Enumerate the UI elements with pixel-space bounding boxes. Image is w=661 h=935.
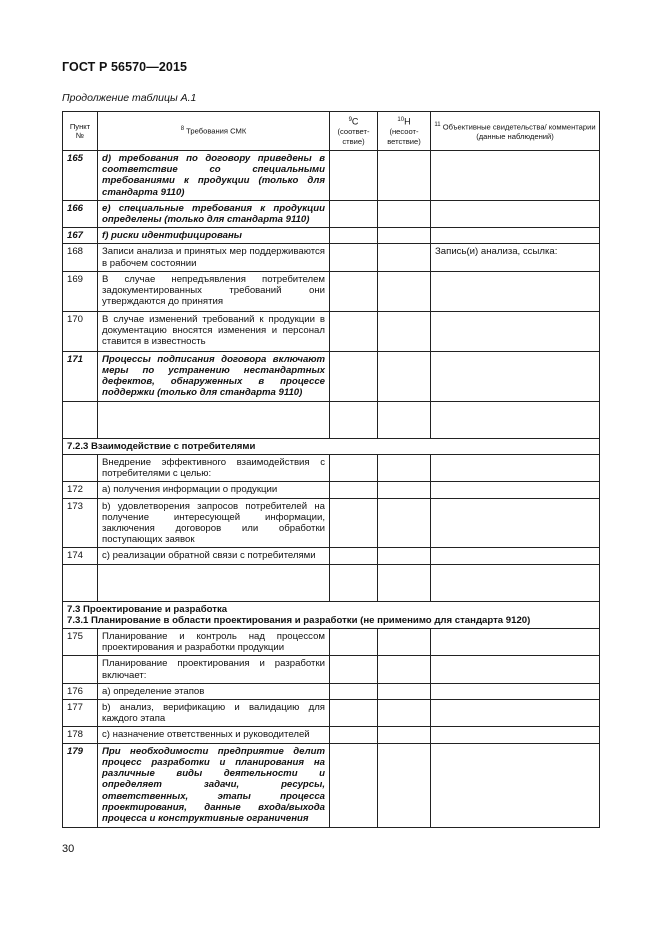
evidence-cell [431,629,600,656]
table-header-row [63,112,600,151]
item-number-cell: 175 [63,629,98,656]
requirement-cell: Записи анализа и принятых мер поддерживаются в рабочем состоянии [98,244,330,271]
evidence-cell [431,683,600,699]
noncompliance-cell [378,351,431,401]
evidence-cell [431,351,600,401]
noncompliance-cell [378,700,431,727]
noncompliance-cell [378,151,431,201]
column-index: 9 [348,116,352,123]
noncompliance-cell [378,244,431,271]
section-header-row [63,601,600,628]
noncompliance-cell [378,727,431,743]
noncompliance-cell [378,271,431,311]
noncompliance-cell [378,311,431,351]
evidence-cell [431,151,600,201]
item-number-cell: 178 [63,727,98,743]
column-header-item-label: Пункт № [69,121,91,140]
column-header-requirements [98,112,330,151]
evidence-cell [431,656,600,683]
noncompliance-cell [378,564,431,601]
item-number-cell: 177 [63,700,98,727]
evidence-cell [431,482,600,498]
table-row [63,351,600,401]
section-title [63,438,600,454]
table-row [63,271,600,311]
section-title-text: 7.3 Проектирование и разработка [67,603,228,615]
item-number-cell: 173 [63,498,98,548]
requirement-cell: с) назначение ответственных и руководителей [98,727,330,743]
item-number-cell: 171 [63,351,98,401]
table-row [63,311,600,351]
noncompliance-cell [378,455,431,482]
column-header-label: Требования СМК [186,127,247,137]
column-header-label: (несоот-ветствие) [387,127,421,146]
evidence-cell [431,311,600,351]
compliance-cell [330,151,378,201]
compliance-cell [330,401,378,438]
table-row [63,656,600,683]
item-number-cell: 179 [63,743,98,827]
requirement-cell [98,401,330,438]
compliance-cell [330,564,378,601]
noncompliance-cell [378,548,431,564]
table-row [63,498,600,548]
noncompliance-cell [378,228,431,244]
item-number-cell: 165 [63,151,98,201]
table-row [63,151,600,201]
evidence-cell [431,498,600,548]
compliance-cell [330,271,378,311]
requirement-cell: d) требования по договору приведены в соответствие со специальными требованиями к продукции (только для стандарта 9110) [98,151,330,201]
noncompliance-cell [378,498,431,548]
compliance-cell [330,455,378,482]
compliance-cell [330,548,378,564]
item-number-cell: 166 [63,200,98,227]
requirement-cell: с) реализации обратной связи с потребителями [98,548,330,564]
compliance-cell [330,727,378,743]
noncompliance-cell [378,656,431,683]
qms-requirements-table [62,111,600,828]
subsection-title-text: 7.3.1 Планирование в области проектирования и разработки (не применимо для стандарта 9120) [67,614,531,626]
requirement-cell: В случае изменений требований к продукции в документацию вносятся изменения и персонал ставится в известность [98,311,330,351]
item-number-cell: 176 [63,683,98,699]
table-row [63,228,600,244]
requirement-cell: b) анализ, верификацию и валидацию для каждого этапа [98,700,330,727]
requirement-cell: Внедрение эффективного взаимодействия с потребителями с целью: [98,455,330,482]
table-row [63,727,600,743]
compliance-cell [330,244,378,271]
compliance-cell [330,311,378,351]
column-header-compliance [330,112,378,151]
column-header-item-number [63,112,98,151]
evidence-cell [431,727,600,743]
requirement-cell: b) удовлетворения запросов потребителей на получение интересующей информации, заключения договоров или обработки поступающих заявок [98,498,330,548]
requirement-cell: При необходимости предприятие делит процесс разработки и планирования на различные виды деятельности и определяет задачи, ресурсы, ответственных, этапы процесса проектирования, данные входа/выхода процесса и конструктивные ограничения [98,743,330,827]
requirement-cell: Планирование и контроль над процессом проектирования и разработки продукции [98,629,330,656]
item-number-cell: 167 [63,228,98,244]
table-row [63,629,600,656]
noncompliance-cell [378,743,431,827]
requirement-cell: В случае непредъявления потребителем задокументированных требований они утверждаются до принятия [98,271,330,311]
item-number-cell: 169 [63,271,98,311]
noncompliance-cell [378,683,431,699]
table-row [63,743,600,827]
noncompliance-cell [378,482,431,498]
table-row [63,564,600,601]
table-row [63,244,600,271]
column-index: 10 [397,116,405,123]
item-number-cell [63,564,98,601]
table-body [63,151,600,828]
item-number-cell [63,455,98,482]
compliance-cell [330,498,378,548]
table-row [63,401,600,438]
table-continuation-caption: Продолжение таблицы А.1 [62,92,197,104]
compliance-cell [330,743,378,827]
column-header-noncompliance [378,112,431,151]
item-number-cell [63,656,98,683]
evidence-cell [431,271,600,311]
item-number-cell: 174 [63,548,98,564]
section-title [63,601,600,628]
compliance-cell [330,656,378,683]
document-header: ГОСТ Р 56570—2015 [62,60,188,74]
evidence-cell [431,700,600,727]
requirement-cell: Планирование проектирования и разработки включает: [98,656,330,683]
compliance-cell [330,629,378,656]
section-header-row [63,438,600,454]
table-row [63,200,600,227]
table-row [63,482,600,498]
page-number: 30 [62,843,75,855]
column-index: 11 [434,121,441,128]
section-title-text: 7.2.3 Взаимодействие с потребителями [67,440,256,452]
compliance-cell [330,700,378,727]
compliance-cell [330,200,378,227]
noncompliance-cell [378,401,431,438]
item-number-cell: 170 [63,311,98,351]
item-number-cell: 168 [63,244,98,271]
evidence-cell: Запись(и) анализа, ссылка: [431,244,600,271]
requirement-cell: е) специальные требования к продукции определены (только для стандарта 9110) [98,200,330,227]
evidence-cell [431,564,600,601]
evidence-cell [431,228,600,244]
column-index: 8 [180,126,185,133]
compliance-cell [330,228,378,244]
noncompliance-cell [378,200,431,227]
table-row [63,700,600,727]
compliance-cell [330,683,378,699]
table-row [63,683,600,699]
item-number-cell [63,401,98,438]
noncompliance-cell [378,629,431,656]
requirement-cell: а) определение этапов [98,683,330,699]
column-header-label: Объективные свидетельства/ комментарии (данные наблюдений) [442,122,596,141]
column-letter: С [351,116,359,127]
evidence-cell [431,548,600,564]
compliance-cell [330,482,378,498]
item-number-cell: 172 [63,482,98,498]
requirement-cell [98,564,330,601]
table-row [63,455,600,482]
column-letter: Н [404,116,411,127]
column-header-label: (соответ-ствие) [337,127,370,146]
requirement-cell: Процессы подписания договора включают меры по устранению нестандартных дефектов, обнаруженных в процессе поддержки (только для стандарта 9110) [98,351,330,401]
column-header-evidence [431,112,600,151]
evidence-cell [431,401,600,438]
compliance-cell [330,351,378,401]
table-row [63,548,600,564]
requirement-cell: f) риски идентифицированы [98,228,330,244]
evidence-cell [431,200,600,227]
requirement-cell: а) получения информации о продукции [98,482,330,498]
evidence-cell [431,455,600,482]
evidence-cell [431,743,600,827]
